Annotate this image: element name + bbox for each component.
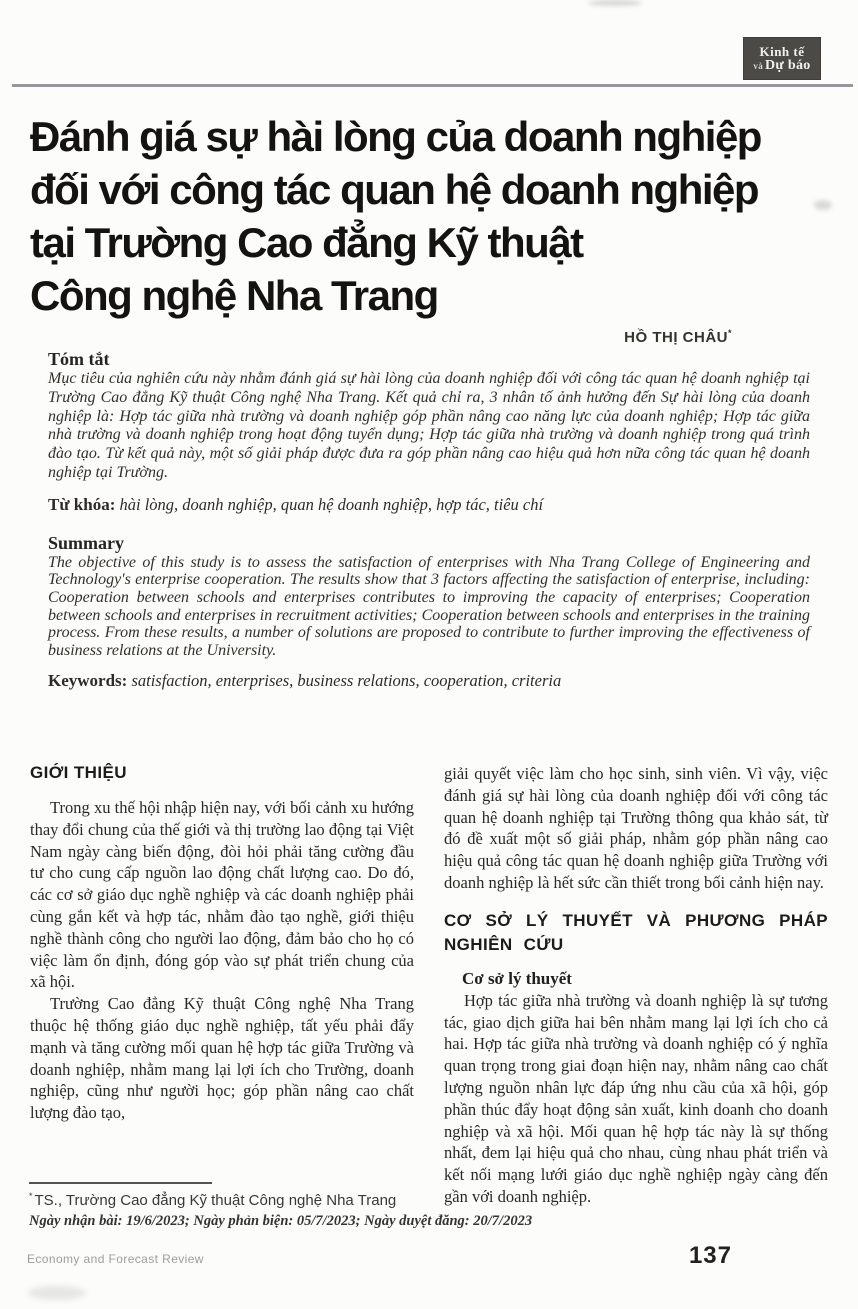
keywords-vn: hài lòng, doanh nghiệp, quan hệ doanh nghiệp, hợp tác, tiêu chí	[119, 494, 544, 514]
summary-heading: Summary	[48, 532, 124, 553]
keywords-line-en	[48, 671, 810, 691]
scan-artifact	[28, 1286, 86, 1300]
footnote-affiliation	[29, 1191, 589, 1209]
abstract-text: Mục tiêu của nghiên cứu này nhằm đánh giá sự hài lòng của doanh nghiệp đối với công tác quan hệ doanh nghiệp tại Trường Cao đẳng Kỹ thuật Công nghệ Nha Trang. Kết quả chỉ ra, 3 nhân tố ảnh hưởng đến Sự hài lòng của doanh nghiệp là: Hợp tác giữa nhà trường và doanh nghiệp góp phần nâng cao năng lực của doanh nghiệp; Hợp tác giữa nhà trường và doanh nghiệp trong hoạt động tuyển dụng; Hợp tác giữa nhà trường và doanh nghiệp trong quá trình đào tạo. Từ kết quả này, một số giải pháp được đưa ra góp phần nâng cao hiệu quả hơn nữa công tác quan hệ doanh nghiệp tại Trường.	[48, 370, 810, 481]
page-number: 137	[688, 1242, 732, 1269]
journal-logo-line2	[743, 59, 821, 73]
journal-logo-va: và	[753, 60, 763, 71]
footnote-rule	[29, 1182, 212, 1184]
front-matter	[48, 348, 810, 691]
keywords-en: satisfaction, enterprises, business relations, cooperation, criteria	[131, 671, 562, 691]
keywords-label-vn: Từ khóa:	[48, 494, 116, 514]
journal-footer-name: Economy and Forecast Review	[27, 1252, 204, 1266]
section-heading-theory-method: CƠ SỞ LÝ THUYẾT VÀ PHƯƠNG PHÁP NGHIÊN CỨU	[444, 910, 828, 954]
journal-logo-dubao: Dự báo	[765, 57, 811, 73]
abstract-heading: Tóm tắt	[48, 349, 110, 369]
keywords-label-en: Keywords:	[48, 671, 128, 691]
intro-paragraph-3: giải quyết việc làm cho học sinh, sinh viên. Vì vậy, việc đánh giá sự hài lòng của doanh nghiệp đối với công tác quan hệ doanh nghiệp tại Trường thông qua khảo sát, từ đó đề xuất một số giải pháp, nhằm góp phần nâng cao hiệu quả công tác quan hệ doanh nghiệp giữa Trường với doanh nghiệp là hết sức cần thiết trong bối cảnh hiện nay.	[444, 764, 828, 892]
section-heading-introduction: GIỚI THIỆU	[30, 763, 127, 782]
theory-paragraph-1: Hợp tác giữa nhà trường và doanh nghiệp là sự tương tác, giao dịch giữa hai bên nhằm mang lại lợi ích cho cả hai. Hợp tác giữa nhà trường và doanh nghiệp có ý nghĩa quan trọng trong giai đoạn hiện nay, nhằm nâng cao chất lượng nguồn nhân lực đáp ứng nhu cầu của xã hội, góp phần thúc đẩy hoạt động sản xuất, kinh doanh cho doanh nghiệp và xã hội. Mối quan hệ hợp tác này là sự thống nhất, đem lại hiệu quả cho nhau, cùng nhau phát triển và kết nối mạng lưới giáo dục nghề nghiệp ngày càng đến gần với doanh nghiệp.	[444, 990, 828, 1206]
footnote	[29, 1182, 589, 1230]
article-title	[30, 110, 810, 322]
article-title-line-2: đối với công tác quan hệ doanh nghiệp	[30, 166, 759, 213]
summary-block	[48, 532, 810, 692]
footnote-dates: Ngày nhận bài: 19/6/2023; Ngày phản biện: 05/7/2023; Ngày duyệt đăng: 20/7/2023	[29, 1213, 533, 1229]
author-name	[624, 328, 732, 346]
subsection-heading-theory: Cơ sở lý thuyết	[462, 968, 572, 988]
scan-artifact	[814, 200, 832, 210]
journal-logo-line1: Kinh tế	[759, 43, 805, 59]
summary-text: The objective of this study is to assess the satisfaction of enterprises with Nha Trang College of Engineering and Technology's enterprise cooperation. The results show that 3 factors affecting the satisfaction of enterprise, including: Cooperation between schools and enterprises contributes to improving the capacity of enterprises; Cooperation between schools and enterprises in recruitment activities; Cooperation between schools and enterprises in the training process. From these results, a number of solutions are proposed to contribute to further improving the effectiveness of business relations at the University.	[48, 553, 810, 659]
scan-artifact	[588, 0, 642, 6]
header-rule	[12, 84, 853, 87]
footnote-mark: *	[29, 1191, 33, 1201]
body-columns	[30, 763, 828, 1208]
left-column	[30, 763, 414, 1208]
intro-paragraph-1: Trong xu thế hội nhập hiện nay, với bối cảnh xu hướng thay đổi chung của thế giới và thị trường lao động tại Việt Nam ngày càng biến động, đòi hỏi phải tăng cường đầu tư cho cung cấp nguồn lao động chất lượng cao. Do đó, các cơ sở giáo dục nghề nghiệp và các doanh nghiệp phải cùng gắn kết và hợp tác, nhằm đào tạo nghề, giới thiệu nghề thành công cho người lao động, đảm bảo cho họ có việc làm ổn định, đóng góp vào sự phát triển chung của xã hội.	[30, 798, 414, 992]
journal-logo	[743, 37, 821, 80]
footnote-affiliation-text: TS., Trường Cao đẳng Kỹ thuật Công nghệ Nha Trang	[34, 1192, 397, 1209]
author-name-text: HỒ THỊ CHÂU	[624, 329, 728, 346]
article-title-line-4: Công nghệ Nha Trang	[30, 272, 438, 319]
right-column	[444, 763, 828, 1208]
keywords-line-vn	[48, 495, 810, 515]
author-footnote-mark: *	[727, 328, 732, 338]
article-title-line-1: Đánh giá sự hài lòng của doanh nghiệp	[30, 113, 761, 160]
intro-paragraph-2: Trường Cao đẳng Kỹ thuật Công nghệ Nha Trang thuộc hệ thống giáo dục nghề nghiệp, tất yếu phải đẩy mạnh và tăng cường mối quan hệ hợp tác giữa Trường và doanh nghiệp, nhằm mang lại lợi ích cho Trường, doanh nghiệp, cũng như người học; góp phần nâng cao chất lượng đào tạo,	[30, 994, 414, 1123]
article-title-line-3: tại Trường Cao đẳng Kỹ thuật	[30, 219, 583, 266]
